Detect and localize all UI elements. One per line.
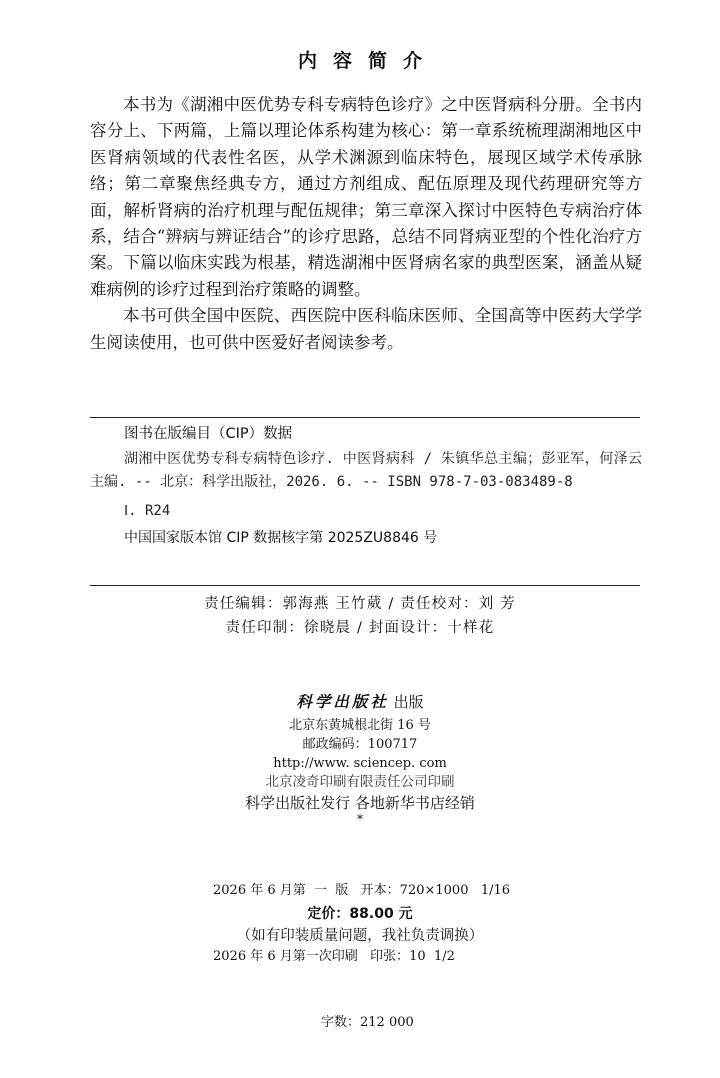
publisher-website: http://www. sciencep. com — [273, 756, 447, 771]
printing-line: 2026 年 6 月第一次印刷 印张：10 1/2 — [213, 949, 455, 964]
intro-paragraph: 本书为《湖湘中医优势专科专病特色诊疗》之中医肾病科分册。全书内容分上、下两篇，上篇以理论体系构建为核心：第一章系统梳理湖湘地区中医肾病领域的代表性名医，从学术渊源到临床特色，展现区域学术传承脉络；第二章聚焦经典专方，通过方剂组成、配伍原理及现代药理研究等方面，解析肾病的治疗机理与配伍规律；第三章深入探讨中医特色专病治疗体系，结合“辨病与辨证结合”的诊疗思路，总结不同肾病亚型的个性化治疗方案。下篇以临床实践为根基，精选湖湘中医肾病名家的典型医案，涵盖从疑难病例的诊疗过程到治疗策略的调整。 — [90, 95, 642, 299]
printing-credits: 责任印制：徐晓晨 / 封面设计：十样花 — [225, 620, 495, 636]
cip-bottom-rule — [90, 585, 640, 586]
cip-top-rule — [90, 417, 640, 418]
imprint-block — [0, 690, 720, 827]
cip-entry: 湖湘中医优势专科专病特色诊疗. 中医肾病科 / 朱镇华总主编；彭亚军，何泽云主编. -- 北京：科学出版社，2026. 6. -- ISBN 978-7-03-083489-8 — [90, 451, 642, 490]
printer-name: 北京凌奇印刷有限责任公司印刷 — [265, 774, 455, 790]
publisher-address: 北京东黄城根北街 16 号 — [289, 718, 431, 733]
word-count: 字数：212 000 — [321, 1015, 414, 1030]
cip-approval-number: 中国国家版本馆 CIP 数据核字第 2025ZU8846 号 — [124, 530, 438, 546]
publisher-postcode: 邮政编码：100717 — [302, 737, 418, 752]
quality-notice: （如有印装质量问题，我社负责调换） — [236, 928, 484, 944]
cip-block — [90, 424, 642, 550]
edition-line: 2026 年 6 月第 一 版 开本：720×1000 1/16 — [213, 883, 511, 898]
cip-classification: Ⅰ. R24 — [124, 503, 171, 519]
publisher-suffix: 出版 — [388, 693, 424, 711]
distributor: 科学出版社发行 各地新华书店经销 — [245, 794, 475, 812]
intro-body — [90, 92, 642, 356]
separator-star: * — [357, 812, 363, 826]
publisher-logo: 科学出版社 — [296, 692, 389, 711]
cip-heading: 图书在版编目（CIP）数据 — [124, 426, 293, 442]
editor-credits: 责任编辑：郭海燕 王竹葳 / 责任校对：刘 芳 — [204, 596, 516, 612]
price: 定价：88.00 元 — [307, 906, 413, 922]
edition-specs — [213, 836, 510, 1078]
intro-paragraph: 本书可供全国中医院、西医院中医科临床医师、全国高等中医药大学学生阅读使用，也可供中医爱好者阅读参考。 — [90, 306, 642, 352]
intro-title: 内容简介 — [297, 50, 438, 72]
